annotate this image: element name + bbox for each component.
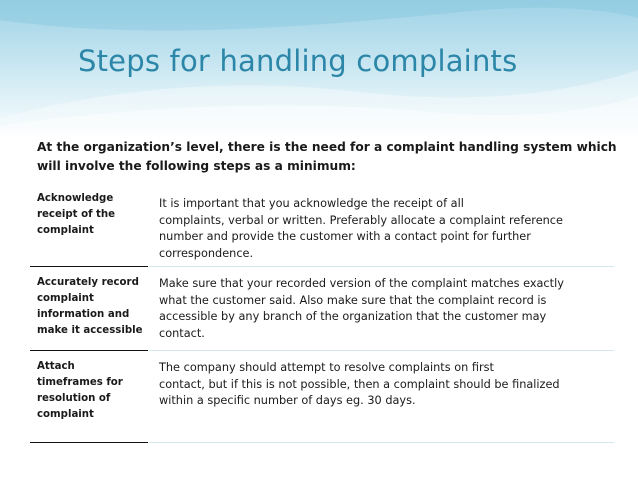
slide-title: Steps for handling complaints bbox=[78, 44, 518, 78]
steps-table bbox=[30, 183, 614, 443]
step-label bbox=[30, 351, 148, 443]
step-label-line: complaint bbox=[37, 225, 94, 236]
intro-line: At the organization’s level, there is the need for a complaint handling system which bbox=[37, 140, 617, 154]
step-label-line: Attach bbox=[37, 361, 75, 372]
step-label-line: receipt of the bbox=[37, 209, 116, 220]
step-description-line: what the customer said. Also make sure that the complaint record is bbox=[159, 293, 547, 307]
step-description-line: Make sure that your recorded version of the complaint matches exactly bbox=[159, 277, 564, 290]
step-label-line: make it accessible bbox=[37, 325, 143, 336]
row-divider bbox=[149, 442, 614, 443]
step-description-line: contact. bbox=[159, 326, 205, 340]
step-description-line: contact, but if this is not possible, then a complaint should be finalized bbox=[159, 377, 560, 391]
step-description-line: within a specific number of days eg. 30 days. bbox=[159, 394, 416, 407]
intro-line: will involve the following steps as a minimum: bbox=[37, 159, 356, 173]
step-label-line: Accurately record bbox=[37, 277, 139, 288]
table-row bbox=[30, 183, 614, 267]
step-description-line: It is important that you acknowledge the receipt of all bbox=[159, 197, 464, 210]
step-description-line: complaints, verbal or written. Preferably allocate a complaint reference bbox=[159, 213, 563, 227]
intro-text bbox=[37, 138, 617, 176]
table-row bbox=[30, 267, 614, 351]
step-description bbox=[148, 267, 614, 351]
step-description-line: The company should attempt to resolve complaints on first bbox=[159, 361, 494, 374]
row-divider bbox=[30, 442, 148, 443]
step-description bbox=[148, 351, 614, 443]
step-description bbox=[148, 183, 614, 267]
step-description-line: accessible by any branch of the organization that the customer may bbox=[159, 310, 547, 323]
step-label-line: timeframes for bbox=[37, 377, 123, 388]
step-label bbox=[30, 183, 148, 267]
step-label-line: complaint bbox=[37, 293, 94, 304]
step-label-line: information and bbox=[37, 309, 130, 320]
step-description-line: correspondence. bbox=[159, 246, 254, 260]
table-row bbox=[30, 351, 614, 443]
step-label bbox=[30, 267, 148, 351]
step-label-line: Acknowledge bbox=[37, 193, 114, 204]
step-description-line: number and provide the customer with a contact point for further bbox=[159, 230, 531, 243]
step-label-line: complaint bbox=[37, 409, 94, 420]
step-label-line: resolution of bbox=[37, 393, 111, 404]
